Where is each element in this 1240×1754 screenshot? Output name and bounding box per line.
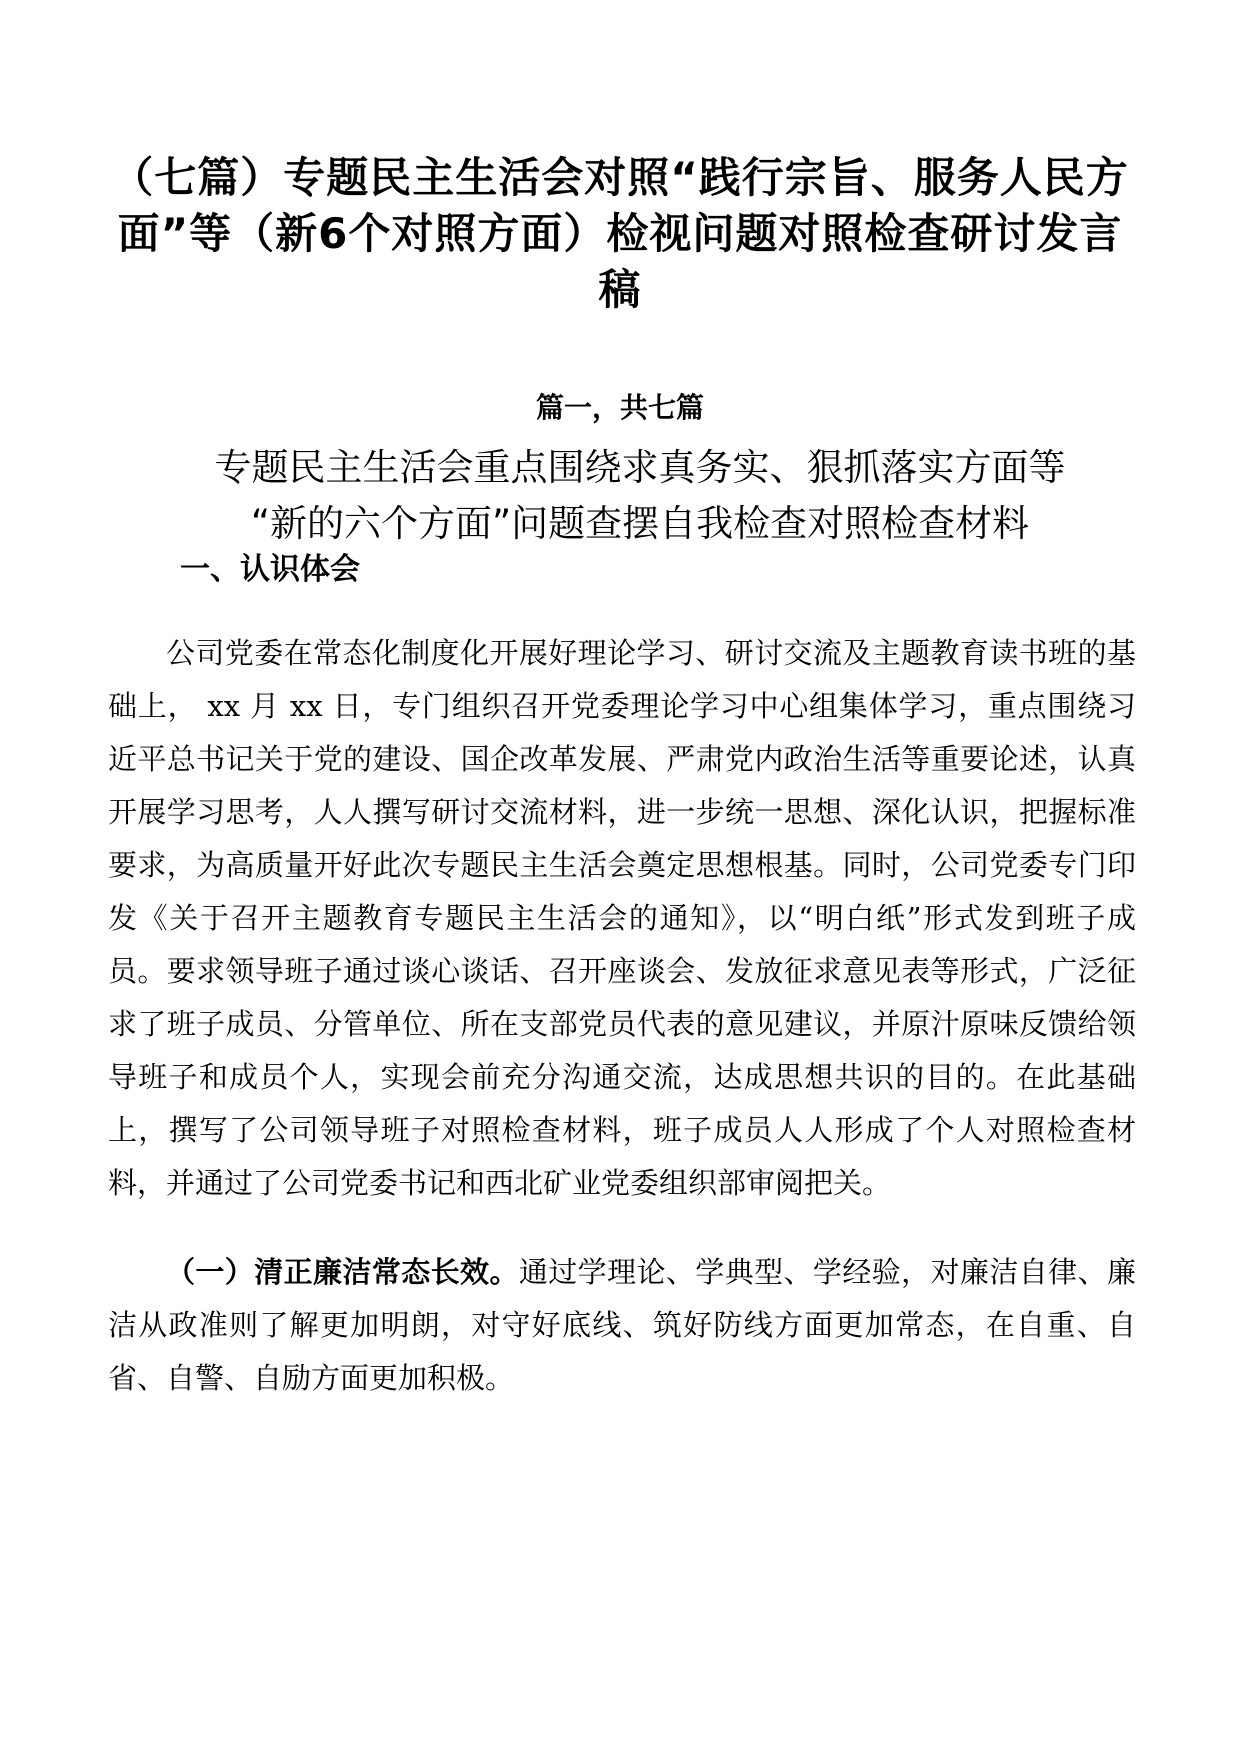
document-title: （七篇）专题民主生活会对照“践行宗旨、服务人民方面”等（新6个对照方面）检视问题对照检查研讨发言稿 <box>111 153 1129 314</box>
subtitle-line-1: 专题民主生活会重点围绕求真务实、狠抓落实方面等 <box>214 446 1066 489</box>
part-label: 篇一，共七篇 <box>535 391 704 424</box>
subtitle <box>150 440 1130 552</box>
subtitle-line-2: “新的六个方面”问题查摆自我检查对照检查材料 <box>250 502 1030 545</box>
paragraph-lead: （一）清正廉洁常态长效。 <box>166 1255 519 1289</box>
body-paragraph-2 <box>108 1246 1136 1405</box>
section-heading: 一、认识体会 <box>180 552 360 587</box>
paragraph-body: 通过学理论、学典型、学经验，对廉洁自律、廉洁从政准则了解更加明朗，对守好底线、筑好防线方面更加常态，在自重、自省、自警、自励方面更加积极。 <box>108 1255 1136 1395</box>
body-paragraph-1: 公司党委在常态化制度化开展好理论学习、研讨交流及主题教育读书班的基础上， xx 月 xx 日，专门组织召开党委理论学习中心组集体学习，重点围绕习近平总书记关于党的建设、国企改革发展、严肃党内政治生活等重要论述，认真开展学习思考，人人撰写研讨交流材料，进一步统一思想、深化认识，把握标准要求，为高质量开好此次专题民主生活会奠定思想根基。同时，公司党委专门印发《关于召开主题教育专题民主生活会的通知》，以“明白纸”形式发到班子成员。要求领导班子通过谈心谈话、召开座谈会、发放征求意见表等形式，广泛征求了班子成员、分管单位、所在支部党员代表的意见建议，并原汁原味反馈给领导班子和成员个人，实现会前充分沟通交流，达成思想共识的目的。在此基础上，撰写了公司领导班子对照检查材料，班子成员人人形成了个人对照检查材料，并通过了公司党委书记和西北矿业党委组织部审阅把关。 <box>108 636 1136 1200</box>
